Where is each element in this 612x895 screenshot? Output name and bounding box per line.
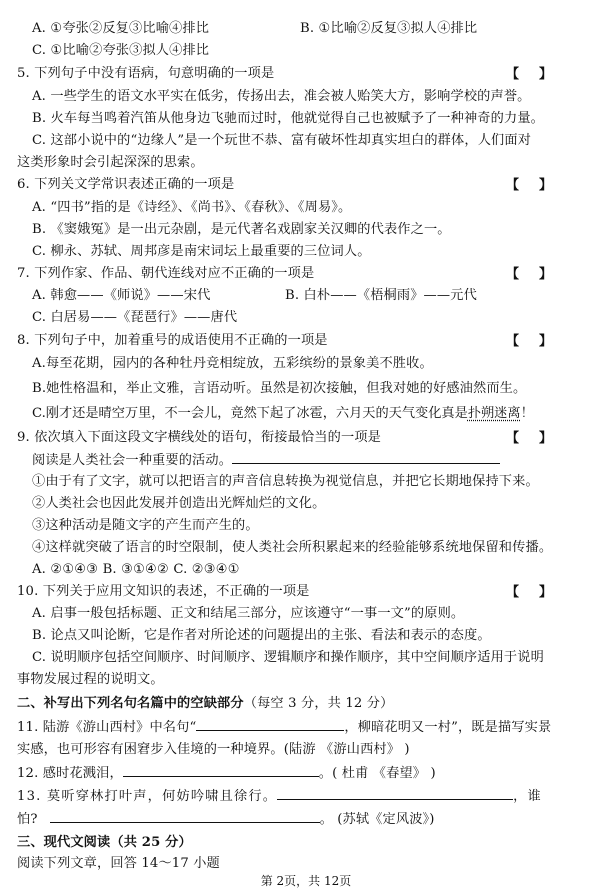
q8-option-c-text: C.刚才还是晴空万里，不一会儿，竟然下起了冰雹，六月天的天气变化真是 bbox=[32, 406, 468, 421]
q12-text: 12. 感时花溅泪， bbox=[17, 766, 123, 781]
q4-option-b: B. ①比喻②反复③拟人④排比 bbox=[300, 21, 478, 36]
q8-option-a: A.每至花期，园内的各种牡丹竞相绽放，五彩缤纷的景象美不胜收。 bbox=[32, 356, 433, 371]
q11-line-1 bbox=[17, 716, 604, 739]
q10-option-c-cont: 事物发展过程的说明文。 bbox=[17, 672, 164, 687]
q7-stem: 7. 下列作家、作品、朝代连线对应不正确的一项是 bbox=[17, 266, 315, 281]
q5-answer-bracket: 【】 bbox=[505, 67, 572, 82]
q9-stem: 9. 依次填入下面这段文字横线处的语句，衔接最恰当的一项是 bbox=[17, 430, 381, 445]
section-3-instruction: 阅读下列文章，回答 14～17 小题 bbox=[17, 856, 220, 871]
q9-passage bbox=[32, 449, 604, 472]
q8-option-b: B.她性格温和，举止文雅，言语动听。虽然是初次接触，但我对她的好感油然而生。 bbox=[32, 381, 527, 396]
q12-blank[interactable] bbox=[123, 762, 319, 777]
q13-text-end: ，谁 bbox=[513, 789, 542, 804]
q7-option-a: A. 韩愈——《师说》——宋代 bbox=[32, 288, 211, 303]
q9-sentence-3: ③这种活动是随文字的产生而产生的。 bbox=[32, 518, 259, 533]
q10-option-c: C. 说明顺序包括空间顺序、时间顺序、逻辑顺序和操作顺序，其中空间顺序适用于说明 bbox=[32, 650, 544, 665]
q7-answer-bracket: 【】 bbox=[505, 267, 572, 282]
q11-text: 11. 陆游《游山西村》中名句“ bbox=[17, 720, 197, 735]
q8-dotted-idiom: 扑朔迷离 bbox=[467, 406, 521, 421]
q13-text: 13. 莫听穿林打叶声，何妨吟啸且徐行。 bbox=[17, 789, 278, 804]
q12-text-end: 。( 杜甫 《春望》 ) bbox=[318, 766, 436, 781]
q6-option-c: C. 柳永、苏轼、周邦彦是南宋词坛上最重要的三位词人。 bbox=[32, 244, 371, 259]
q8-option-c-end: ！ bbox=[520, 406, 534, 421]
q13-blank-1[interactable] bbox=[277, 785, 513, 800]
q6-answer-bracket: 【】 bbox=[505, 178, 572, 193]
q9-answer-bracket: 【】 bbox=[505, 431, 572, 446]
q5-option-a: A. 一些学生的语文水平实在低劣，传扬出去，准会被人贻笑大方，影响学校的声誉。 bbox=[32, 89, 531, 104]
q8-stem: 8. 下列句子中，加着重号的成语使用不正确的一项是 bbox=[17, 333, 328, 348]
q9-options: A. ②①④③ B. ③①④② C. ②③④① bbox=[32, 562, 240, 577]
q13-blank-2[interactable] bbox=[50, 808, 320, 823]
q5-option-b: B. 火车每当鸣着汽笛从他身边飞驰而过时，他就觉得自己也被赋予了一种神奇的力量。 bbox=[32, 111, 545, 126]
q4-options-ab bbox=[32, 18, 604, 40]
q9-fill-blank[interactable] bbox=[232, 449, 500, 464]
q5-option-c-cont: 这类形象时会引起深深的思索。 bbox=[17, 155, 204, 170]
q13-text-2-end: 。 (苏轼《定风波》) bbox=[319, 812, 435, 827]
q7-option-b: B. 白朴——《梧桐雨》——元代 bbox=[285, 288, 477, 303]
q9-sentence-4: ④这样就突破了语言的时空限制，使人类社会所积累起来的经验能够系统地保留和传播。 bbox=[32, 540, 553, 555]
page-number-footer: 第 2页，共 12页 bbox=[260, 874, 352, 888]
q9-passage-text: 阅读是人类社会一种重要的活动。 bbox=[32, 453, 233, 468]
q4-option-a: A. ①夸张②反复③比喻④排比 bbox=[32, 21, 210, 36]
q11-blank[interactable] bbox=[196, 716, 344, 731]
q13-line-2 bbox=[17, 808, 604, 831]
q10-answer-bracket: 【】 bbox=[505, 585, 572, 600]
q12-line bbox=[17, 762, 604, 785]
q9-sentence-1: ①由于有了文字，就可以把语言的声音信息转换为视觉信息，并把它长期地保持下来。 bbox=[32, 474, 539, 489]
q7-option-c: C. 白居易——《琵琶行》——唐代 bbox=[32, 310, 238, 325]
q8-answer-bracket: 【】 bbox=[505, 334, 572, 349]
q10-stem: 10. 下列关于应用文知识的表述，不正确的一项是 bbox=[17, 584, 310, 599]
q10-option-a: A. 启事一般包括标题、正文和结尾三部分，应该遵守“一事一文”的原则。 bbox=[32, 606, 465, 621]
section-2-heading bbox=[17, 693, 604, 715]
q11-text-end: ，柳暗花明又一村”，既是描写实景 bbox=[344, 720, 552, 735]
q10-option-b: B. 论点又叫论断，它是作者对所论述的问题提出的主张、看法和表示的态度。 bbox=[32, 628, 491, 643]
q6-stem: 6. 下列关文学常识表述正确的一项是 bbox=[17, 177, 235, 192]
q8-option-c bbox=[32, 403, 604, 425]
q9-sentence-2: ②人类社会也因此发展并创造出光辉灿烂的文化。 bbox=[32, 496, 326, 511]
q5-option-c: C. 这部小说中的“边缘人”是一个玩世不恭、富有破坏性却真实坦白的群体，人们面对 bbox=[32, 133, 532, 148]
q13-line-1 bbox=[17, 785, 604, 808]
section-2-title: 二、补写出下列名句名篇中的空缺部分 bbox=[17, 696, 244, 711]
q13-text-2: 怕? bbox=[17, 812, 38, 827]
section-2-score-note: （每空 3 分，共 12 分） bbox=[243, 696, 394, 711]
section-3-title: 三、现代文阅读（共 25 分） bbox=[17, 835, 192, 850]
q4-option-c: C. ①比喻②夸张③拟人④排比 bbox=[32, 43, 210, 58]
q6-option-a: A. “四书”指的是《诗经》、《尚书》、《春秋》、《周易》。 bbox=[32, 200, 352, 215]
q6-option-b: B. 《窦娥冤》是一出元杂剧，是元代著名戏剧家关汉卿的代表作之一。 bbox=[32, 222, 451, 237]
q7-options-ab bbox=[32, 285, 604, 307]
q11-line-2: 实感，也可形容有困窘步入佳境的一种境界。(陆游 《游山西村》 ) bbox=[17, 742, 410, 757]
q5-stem: 5. 下列句子中没有语病，句意明确的一项是 bbox=[17, 66, 275, 81]
